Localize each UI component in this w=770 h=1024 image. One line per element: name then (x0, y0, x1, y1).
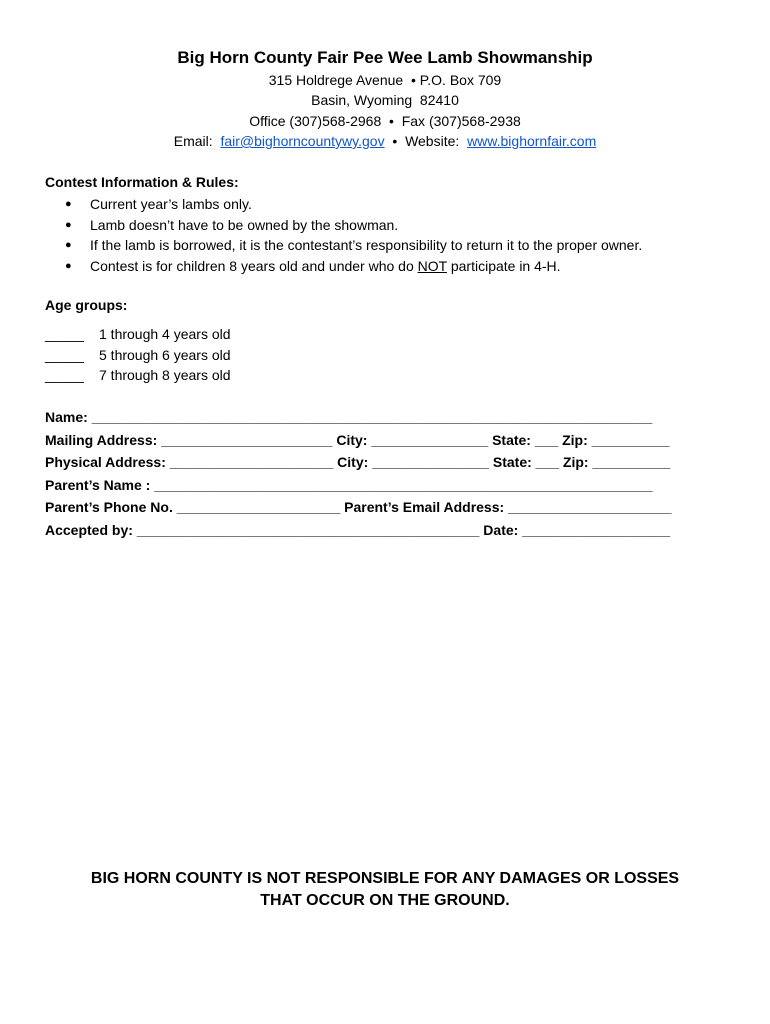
age-blank[interactable]: _____ (45, 367, 84, 383)
disclaimer-line: BIG HORN COUNTY IS NOT RESPONSIBLE FOR ANY DAMAGES OR LOSSES (90, 870, 680, 887)
form-row-parent-contact (45, 496, 718, 519)
email-label: Email: (173, 133, 213, 149)
email-website-line (0, 133, 770, 149)
parent-phone-label: Parent’s Phone No. (45, 499, 173, 515)
rule-text: If the lamb is borrowed, it is the contestant’s responsibility to return it to the proper owner. (90, 237, 643, 253)
age-blank[interactable]: _____ (45, 326, 84, 342)
disclaimer (0, 868, 770, 912)
form-row-mailing (45, 429, 718, 452)
website-label: Website: (405, 133, 460, 149)
age-groups-list (45, 324, 231, 386)
mailing-state-field[interactable]: ___ (534, 431, 559, 448)
phone-fax-line: Office (307)568-2968 • Fax (307)568-2938 (249, 113, 521, 129)
date-label: Date: (483, 521, 519, 538)
rule-text: Current year’s lambs only. (90, 196, 252, 212)
bullet-icon: ● (65, 239, 72, 251)
mailing-city-field[interactable]: _______________ (371, 431, 489, 448)
rules-list (45, 194, 725, 276)
list-item (45, 215, 725, 236)
list-item (45, 194, 725, 215)
city-label: City: (336, 431, 368, 448)
accepted-by-label: Accepted by: (45, 521, 133, 538)
website-link[interactable]: www.bighornfair.com (467, 133, 597, 149)
parent-name-field[interactable]: ________________________________________________________________ (154, 476, 653, 493)
disclaimer-line: THAT OCCUR ON THE GROUND. (260, 892, 510, 909)
physical-zip-field[interactable]: __________ (592, 454, 671, 470)
parent-name-label: Parent’s Name : (45, 476, 151, 493)
accepted-by-field[interactable]: ____________________________________________ (136, 521, 480, 538)
list-item (45, 235, 725, 256)
registration-form (45, 406, 718, 541)
physical-state-field[interactable]: ___ (535, 454, 560, 470)
page-title: Big Horn County Fair Pee Wee Lamb Showmanship (177, 48, 593, 67)
mailing-address-field[interactable]: ______________________ (161, 431, 333, 448)
email-link[interactable]: fair@bighorncountywy.gov (220, 133, 385, 149)
rule-text-before: Contest is for children 8 years old and under who do (90, 257, 418, 274)
rule-text-after: participate in 4-H. (446, 257, 561, 274)
city-label: City: (337, 454, 369, 470)
bullet-icon: ● (65, 198, 72, 210)
age-group-label: 7 through 8 years old (99, 367, 231, 383)
mailing-address-label: Mailing Address: (45, 431, 158, 448)
state-label: State: (492, 431, 531, 448)
form-row-name (45, 406, 718, 429)
bullet-icon: ● (65, 218, 72, 231)
rules-heading: Contest Information & Rules: (45, 174, 239, 190)
zip-label: Zip: (562, 454, 589, 470)
form-row-physical (45, 451, 718, 474)
parent-email-label: Parent’s Email Address: (344, 499, 505, 515)
age-group-label: 5 through 6 years old (99, 346, 231, 363)
address-line: 315 Holdrege Avenue • P.O. Box 709 (268, 72, 502, 88)
form-row-parent-name (45, 474, 718, 497)
bullet-icon: ● (65, 259, 72, 272)
physical-address-label: Physical Address: (45, 454, 166, 470)
list-item (45, 365, 231, 386)
physical-city-field[interactable]: _______________ (372, 454, 489, 470)
parent-email-field[interactable]: _____________________ (508, 499, 672, 515)
form-row-accepted (45, 519, 718, 542)
age-blank[interactable]: _____ (45, 346, 84, 363)
city-line: Basin, Wyoming 82410 (311, 92, 459, 108)
date-field[interactable]: ___________________ (522, 521, 671, 538)
parent-phone-field[interactable]: _____________________ (176, 499, 341, 515)
physical-address-field[interactable]: _____________________ (169, 454, 334, 470)
list-item (45, 345, 231, 366)
name-label: Name: (45, 409, 88, 425)
separator-dot: • (392, 133, 398, 149)
name-field[interactable]: ________________________________________________________________________ (91, 409, 653, 425)
state-label: State: (492, 454, 532, 470)
rule-emphasis: NOT (417, 257, 447, 274)
rule-text: Lamb doesn’t have to be owned by the showman. (90, 216, 399, 233)
list-item (45, 256, 725, 277)
mailing-zip-field[interactable]: __________ (591, 431, 670, 448)
list-item (45, 324, 231, 345)
age-groups-heading: Age groups: (45, 297, 128, 313)
zip-label: Zip: (562, 431, 588, 448)
age-group-label: 1 through 4 years old (99, 326, 231, 342)
